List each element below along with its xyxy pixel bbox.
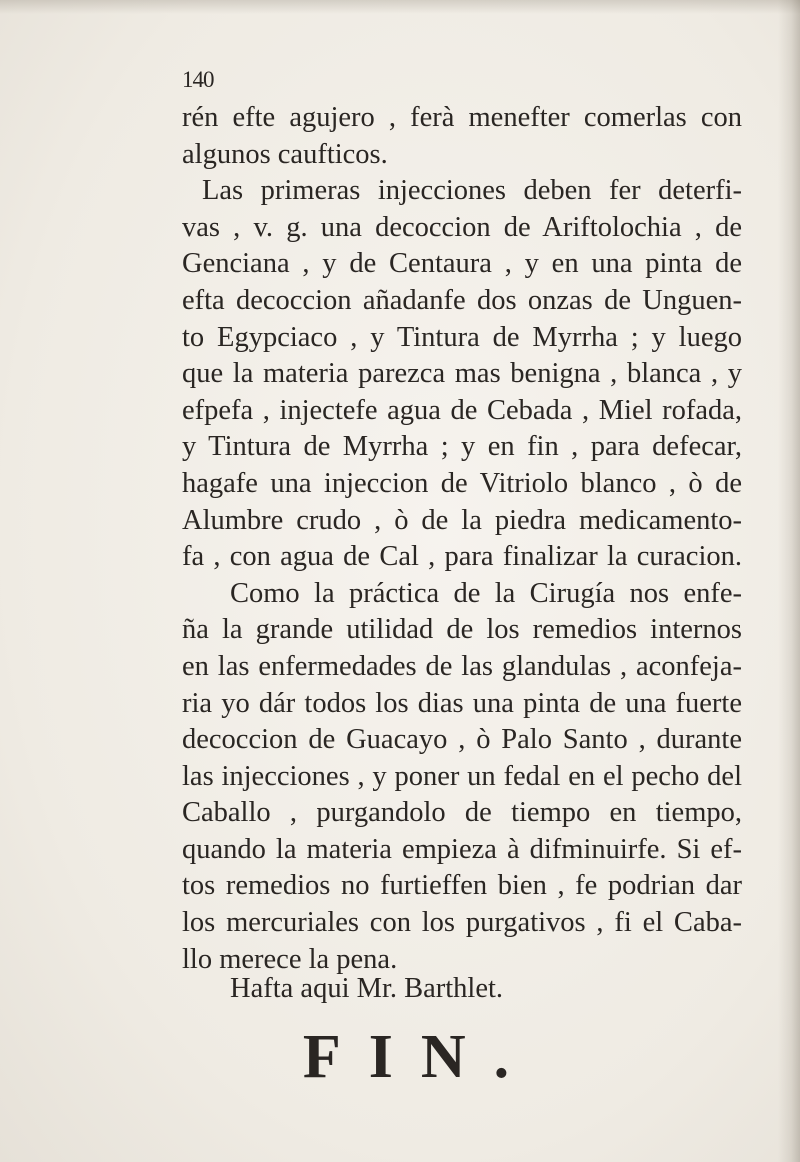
page-number: 140 — [182, 67, 214, 92]
text-line: rén efte agujero , ferà menefter comerlas con — [182, 102, 742, 133]
signoff-line: Hafta aqui Mr. Barthlet. — [230, 973, 504, 1004]
end-mark: FIN. — [302, 1023, 538, 1091]
text-line: Caballo , purgandolo de tiempo en tiempo, — [182, 797, 742, 829]
text-line: vas , v. g. una decoccion de Ariftolochia , de — [182, 211, 742, 243]
text-line: efpefa , injectefe agua de Cebada , Miel rofada, — [182, 394, 742, 426]
text-line: hagafe una injeccion de Vitriolo blanco , ò de — [182, 467, 742, 499]
text-line: los mercuriales con los purgativos , fi el Caba- — [182, 907, 742, 939]
text-line: en las enfermedades de las glandulas , aconfeja- — [182, 650, 742, 682]
text-line: quando la materia empieza à difminuirfe. Si ef- — [182, 833, 742, 865]
text-line: Las primeras injecciones deben fer deterfi- — [202, 175, 742, 207]
text-line: ria yo dár todos los dias una pinta de una fuerte — [182, 687, 742, 719]
text-line: Alumbre crudo , ò de la piedra medicamento- — [182, 504, 742, 536]
text-line: Genciana , y de Centaura , y en una pinta de — [182, 248, 742, 280]
text-line: decoccion de Guacayo , ò Palo Santo , durante — [182, 724, 742, 756]
text-line: Como la práctica de la Cirugía nos enfe- — [230, 577, 742, 609]
text-line: tos remedios no furtieffen bien , fe podrian dar — [182, 870, 742, 902]
body-text — [182, 100, 742, 978]
text-line: efta decoccion añadanfe dos onzas de Unguen- — [182, 284, 742, 316]
text-line: fa , con agua de Cal , para finalizar la curacion. — [182, 541, 742, 573]
page-top-shadow — [0, 0, 800, 14]
text-line: las injecciones , y poner un fedal en el pecho del — [182, 760, 742, 792]
text-line: que la materia parezca mas benigna , blanca , y — [182, 358, 742, 390]
text-line: llo merece la pena. — [182, 943, 398, 975]
text-line: y Tintura de Myrrha ; y en fin , para defecar, — [182, 431, 742, 463]
text-line: ña la grande utilidad de los remedios internos — [182, 614, 742, 646]
page-edge-shadow — [778, 0, 800, 1162]
text-line: to Egypciaco , y Tintura de Myrrha ; y luego — [182, 321, 742, 353]
text-line: algunos caufticos. — [182, 138, 388, 170]
